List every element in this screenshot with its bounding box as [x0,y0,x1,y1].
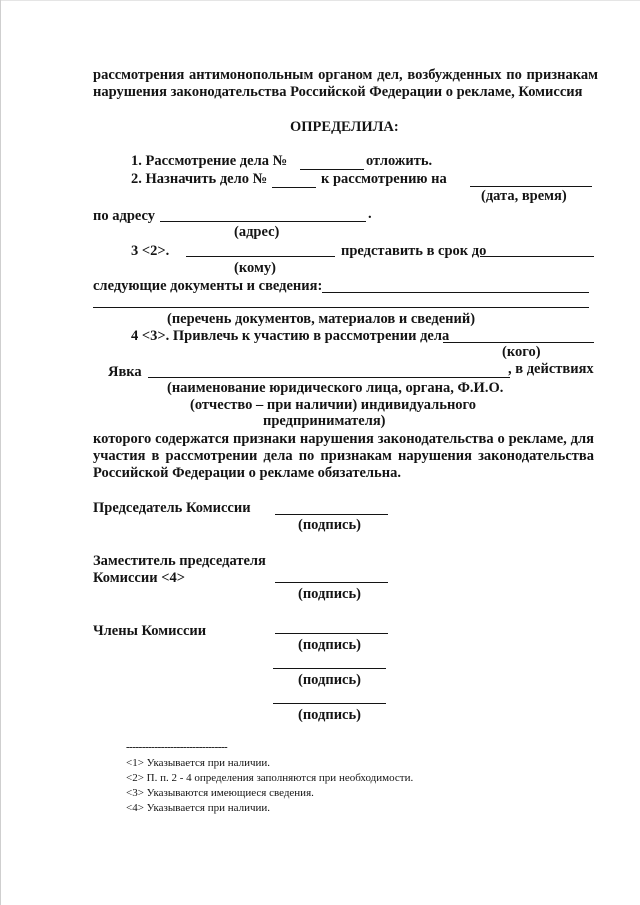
footnote-1: <1> Указывается при наличии. [126,757,271,769]
docs-label: следующие документы и сведения: [93,278,323,294]
case-number-blank-1[interactable] [300,169,364,170]
deputy-label-1: Заместитель председателя [93,553,266,569]
docs-caption: (перечень документов, материалов и сведений) [167,311,476,327]
appearance-caption-3: предпринимателя) [263,413,386,429]
item1-label: 1. Рассмотрение дела № [131,153,288,169]
item2-label: 2. Назначить дело № [131,171,268,187]
chairman-signature-caption: (подпись) [298,517,361,533]
closing-line-1: которого содержатся признаки нарушения законодательства о рекламе, для [93,431,594,447]
chairman-label: Председатель Комиссии [93,500,251,516]
closing-line-3: Российской Федерации о рекламе обязательна. [93,465,401,481]
recipient-caption: (кому) [234,260,276,276]
heading-decided: ОПРЕДЕЛИЛА: [290,119,399,135]
appearance-caption-1: (наименование юридического лица, органа, Ф.И.О. [167,380,504,396]
appearance-label: Явка [108,364,142,380]
deputy-signature-caption: (подпись) [298,586,361,602]
case-number-blank-2[interactable] [272,187,316,188]
member-signature-caption-1: (подпись) [298,637,361,653]
page-top-edge [0,0,640,1]
member-signature-caption-2: (подпись) [298,672,361,688]
address-end: . [368,206,372,222]
chairman-signature-line[interactable] [275,514,388,515]
closing-line-2: участия в рассмотрении дела по признакам нарушения законодательства [93,448,594,464]
footnote-2: <2> П. п. 2 - 4 определения заполняются при необходимости. [126,772,414,784]
appearance-caption-2: (отчество – при наличии) индивидуального [190,397,477,413]
address-blank[interactable] [160,221,366,222]
involved-party-blank[interactable] [443,342,594,343]
address-caption: (адрес) [234,224,280,240]
page-left-edge [0,0,1,905]
footnote-separator: -------------------------------- [126,741,228,753]
member-signature-caption-3: (подпись) [298,707,361,723]
docs-blank-1[interactable] [322,292,589,293]
footnote-3: <3> Указываются имеющиеся сведения. [126,787,314,799]
involved-party-caption: (кого) [502,344,541,360]
docs-blank-2[interactable] [93,307,589,308]
item2-mid: к рассмотрению на [321,171,447,187]
datetime-blank[interactable] [470,186,592,187]
deadline-blank[interactable] [480,256,594,257]
deputy-label-2: Комиссии <4> [93,570,185,586]
item3-mid: представить в срок до [341,243,487,259]
appearance-blank[interactable] [148,377,510,378]
address-label: по адресу [93,208,155,224]
member-signature-line-1[interactable] [275,633,388,634]
members-label: Члены Комиссии [93,623,207,639]
item4-label: 4 <3>. Привлечь к участию в рассмотрении дела [131,328,450,344]
deputy-signature-line[interactable] [275,582,388,583]
item1-suffix: отложить. [366,153,433,169]
datetime-caption: (дата, время) [481,188,567,204]
intro-line-1: рассмотрения антимонопольным органом дел, возбужденных по признакам [93,67,598,83]
intro-line-2: нарушения законодательства Российской Федерации о рекламе, Комиссия [93,84,583,100]
appearance-suffix: , в действиях [508,361,594,377]
footnote-4: <4> Указывается при наличии. [126,802,271,814]
member-signature-line-3[interactable] [273,703,386,704]
item3-label: 3 <2>. [131,243,170,259]
recipient-blank[interactable] [186,256,335,257]
member-signature-line-2[interactable] [273,668,386,669]
